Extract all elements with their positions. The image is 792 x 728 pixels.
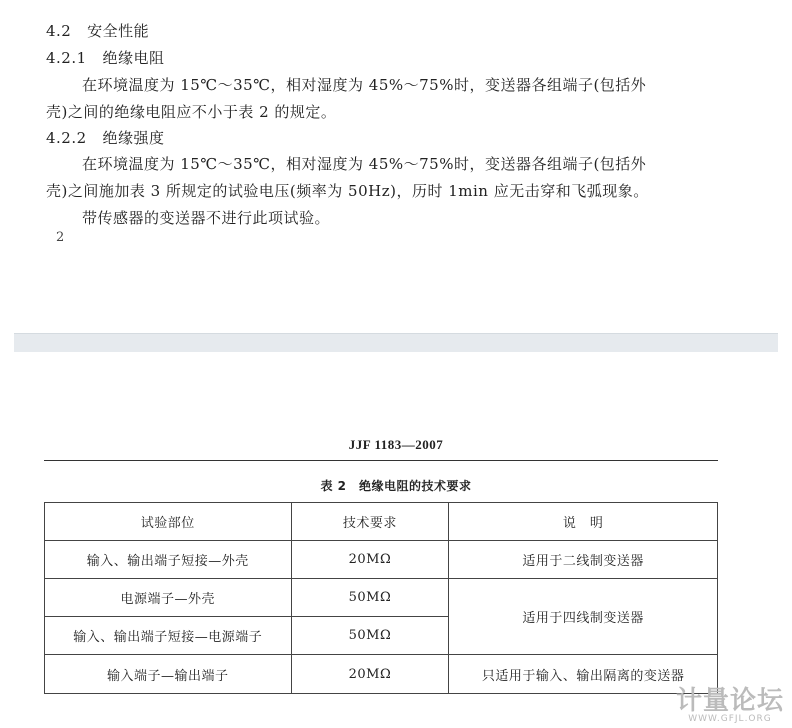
table-cell: 20MΩ [291, 541, 449, 579]
page-number: 2 [56, 230, 65, 245]
table-cell: 适用于四线制变送器 [449, 579, 718, 655]
table-header-cell: 试验部位 [45, 503, 292, 541]
table-row [45, 541, 718, 579]
table-cell: 只适用于输入、输出隔离的变送器 [449, 655, 718, 694]
heading-number: 4.2.2 [46, 129, 87, 147]
heading-number: 4.2 [46, 22, 72, 40]
table-header-row [45, 503, 718, 541]
table-header-cell: 说 明 [449, 503, 718, 541]
paragraph-line: 带传感器的变送器不进行此项试验。 [82, 209, 331, 227]
header-rule [44, 460, 718, 461]
standard-code-header: JJF 1183—2007 [348, 437, 444, 452]
page-separator [14, 333, 778, 354]
table-cell: 电源端子—外壳 [45, 579, 292, 617]
table-cell: 输入端子—输出端子 [45, 655, 292, 694]
heading-title: 绝缘电阻 [102, 49, 165, 67]
heading-4-2-1 [46, 47, 165, 68]
paragraph-line: 在环境温度为 15℃～35℃，相对湿度为 45%～75%时，变送器各组端子(包括外 [82, 76, 647, 94]
table-cell: 50MΩ [291, 579, 449, 617]
table-cell: 20MΩ [291, 655, 449, 694]
table-cell: 适用于二线制变送器 [449, 541, 718, 579]
watermark-logo-text: 计量论坛 [675, 686, 784, 716]
watermark-url: WWW.GFJL.ORG [688, 714, 772, 724]
table-cell: 输入、输出端子短接—外壳 [45, 541, 292, 579]
table-caption: 表 2 绝缘电阻的技术要求 [320, 479, 472, 493]
table-row [45, 655, 718, 694]
heading-title: 安全性能 [87, 22, 150, 40]
paragraph-line: 在环境温度为 15℃～35℃，相对湿度为 45%～75%时，变送器各组端子(包括外 [82, 155, 647, 173]
heading-4-2 [46, 20, 149, 41]
site-watermark [676, 688, 784, 724]
insulation-resistance-table [44, 502, 718, 694]
paragraph-line: 壳)之间施加表 3 所规定的试验电压(频率为 50Hz)，历时 1min 应无击穿和飞弧现象。 [46, 182, 649, 200]
table-cell: 输入、输出端子短接—电源端子 [45, 617, 292, 655]
paragraph-line: 壳)之间的绝缘电阻应不小于表 2 的规定。 [46, 103, 337, 121]
table-header-cell: 技术要求 [291, 503, 449, 541]
table-cell: 50MΩ [291, 617, 449, 655]
heading-number: 4.2.1 [46, 49, 87, 67]
heading-title: 绝缘强度 [102, 129, 165, 147]
table-row [45, 579, 718, 617]
heading-4-2-2 [46, 127, 165, 148]
